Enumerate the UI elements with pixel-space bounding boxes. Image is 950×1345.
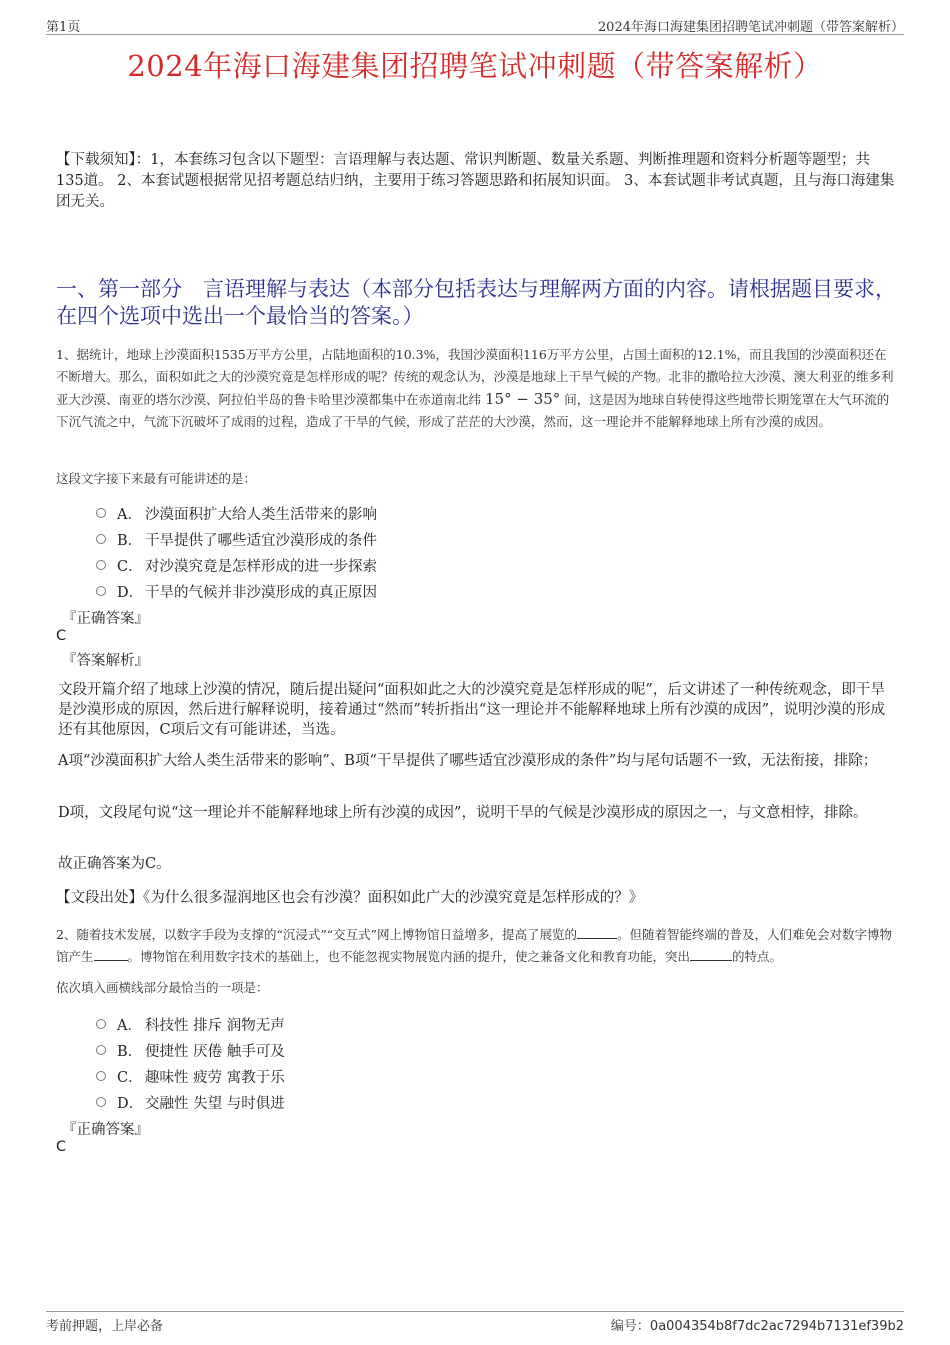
analysis-conclusion: 故正确答案为C。 <box>58 856 171 872</box>
document-title: 2024年海口海建集团招聘笔试冲刺题（带答案解析） <box>127 49 823 83</box>
option-key: A． <box>117 1017 142 1034</box>
question-1-prompt: 这段文字接下来最有可能讲述的是： <box>56 471 257 486</box>
option-d[interactable] <box>96 578 377 604</box>
analysis-paragraph: A项“沙漠面积扩大给人类生活带来的影响”、B项“干旱提供了哪些适宜沙漠形成的条件”均与尾句话题不一致，无法衔接，排除； <box>58 753 878 769</box>
fill-blank[interactable] <box>690 948 732 961</box>
option-c[interactable] <box>96 552 377 578</box>
question-1-text-before: 1、据统计，地球上沙漠面积1535万平方公里，占陆地面积的10.3%，我国沙漠面积116万平方公里，占国土面积的12.1%，而且我国的沙漠面积还在不断增大。那么，面积如此之大的沙漠究竟是怎样形成的呢？传统的观念认为，沙漠是地球上干旱气候的产物。北非的撒哈拉大沙漠、澳大利亚的维多利亚大沙漠、南亚的塔尔沙漠、阿拉伯半岛的鲁卡哈里沙漠都集中在赤道南北纬 <box>56 347 894 407</box>
option-text: 对沙漠究竟是怎样形成的进一步探索 <box>145 558 377 575</box>
question-1-text <box>56 344 896 433</box>
question-2-part: 2、随着技术发展，以数字手段为支撑的“沉浸式”“交互式”网上博物馆日益增多，提高了展览的 <box>56 927 578 942</box>
radio-icon[interactable] <box>96 1019 106 1029</box>
question-2-options <box>96 1011 285 1115</box>
option-text: 趣味性 疲劳 寓教于乐 <box>145 1069 285 1086</box>
option-key: A． <box>117 506 142 523</box>
radio-icon[interactable] <box>96 1071 106 1081</box>
correct-answer: C <box>56 1139 67 1155</box>
footer-slogan: 考前押题，上岸必备 <box>46 1319 164 1334</box>
option-a[interactable] <box>96 500 377 526</box>
question-2-text <box>56 924 896 968</box>
fill-blank[interactable] <box>94 948 128 961</box>
option-text: 便捷性 厌倦 触手可及 <box>145 1043 285 1060</box>
page-header <box>46 14 904 35</box>
question-2-part: 的特点。 <box>732 949 783 964</box>
code-value: 0a004354b8f7dc2ac7294b7131ef39b2 <box>649 1319 904 1334</box>
option-text: 干旱的气候并非沙漠形成的真正原因 <box>145 584 377 601</box>
option-d[interactable] <box>96 1089 285 1115</box>
answer-label: 『正确答案』 <box>62 1122 149 1138</box>
correct-answer: C <box>56 628 67 644</box>
document-code <box>611 1315 904 1334</box>
question-1-options <box>96 500 377 604</box>
radio-icon[interactable] <box>96 508 106 518</box>
option-b[interactable] <box>96 1037 285 1063</box>
question-2-prompt: 依次填入画横线部分最恰当的一项是： <box>56 980 269 995</box>
code-label: 编号： <box>610 1319 650 1334</box>
option-text: 交融性 失望 与时俱进 <box>145 1095 285 1112</box>
question-2-part: 。但随着智能终端的普及，人们难免会对数字博物馆产生 <box>56 927 893 964</box>
answer-label: 『正确答案』 <box>62 611 149 627</box>
radio-icon[interactable] <box>96 560 106 570</box>
latitude-range: 15° − 35° <box>485 390 561 408</box>
option-text: 科技性 排斥 润物无声 <box>145 1017 285 1034</box>
analysis-label: 『答案解析』 <box>62 653 149 669</box>
section-heading: 一、第一部分 言语理解与表达（本部分包括表达与理解两方面的内容。请根据题目要求，在四个选项中选出一个最恰当的答案。） <box>56 277 896 328</box>
option-key: C． <box>117 558 143 575</box>
text-source: 【文段出处】《为什么很多湿润地区也会有沙漠？面积如此广大的沙漠究竟是怎样形成的？》 <box>56 890 644 906</box>
question-1-text-after: 间，这是因为地球自转使得这些地带长期笼罩在大气环流的下沉气流之中，气流下沉破坏了成雨的过程，造成了干旱的气候，形成了茫茫的大沙漠，然而，这一理论并不能解释地球上所有沙漠的成因。 <box>56 392 890 429</box>
radio-icon[interactable] <box>96 1097 106 1107</box>
option-text: 干旱提供了哪些适宜沙漠形成的条件 <box>145 532 377 549</box>
option-key: D． <box>117 1095 144 1112</box>
option-key: B． <box>117 1043 143 1060</box>
option-c[interactable] <box>96 1063 285 1089</box>
option-text: 沙漠面积扩大给人类生活带来的影响 <box>145 506 377 523</box>
page-footer <box>46 1311 904 1334</box>
option-key: B． <box>117 532 143 549</box>
option-b[interactable] <box>96 526 377 552</box>
radio-icon[interactable] <box>96 586 106 596</box>
page-number: 第1页 <box>46 20 81 35</box>
analysis-paragraph: D项，文段尾句说“这一理论并不能解释地球上所有沙漠的成因”，说明干旱的气候是沙漠形成的原因之一，与文意相悖，排除。 <box>58 805 868 821</box>
option-a[interactable] <box>96 1011 285 1037</box>
header-doc-title: 2024年海口海建集团招聘笔试冲刺题（带答案解析） <box>597 20 904 35</box>
option-key: C． <box>117 1069 143 1086</box>
analysis-paragraph: 文段开篇介绍了地球上沙漠的情况，随后提出疑问“面积如此之大的沙漠究竟是怎样形成的呢”，后文讲述了一种传统观念，即干旱是沙漠形成的原因，然后进行解释说明，接着通过“然而”转折指出“这一理论并不能解释地球上所有沙漠的成因”，说明沙漠的形成还有其他原因，C项后文有可能讲述，当选。 <box>58 682 886 738</box>
radio-icon[interactable] <box>96 534 106 544</box>
radio-icon[interactable] <box>96 1045 106 1055</box>
question-2-part: 。博物馆在利用数字技术的基础上，也不能忽视实物展览内涵的提升，使之兼备文化和教育功能，突出 <box>127 949 691 964</box>
download-notice: 【下载须知】：1，本套练习包含以下题型：言语理解与表达题、常识判断题、数量关系题、判断推理题和资料分析题等题型；共135道。 2、本套试题根据常见招考题总结归纳，主要用于练习答题思路和拓展知识面。 3、本套试题非考试真题，且与海口海建集团无关。 <box>56 152 895 210</box>
option-key: D． <box>117 584 144 601</box>
fill-blank[interactable] <box>577 926 617 939</box>
